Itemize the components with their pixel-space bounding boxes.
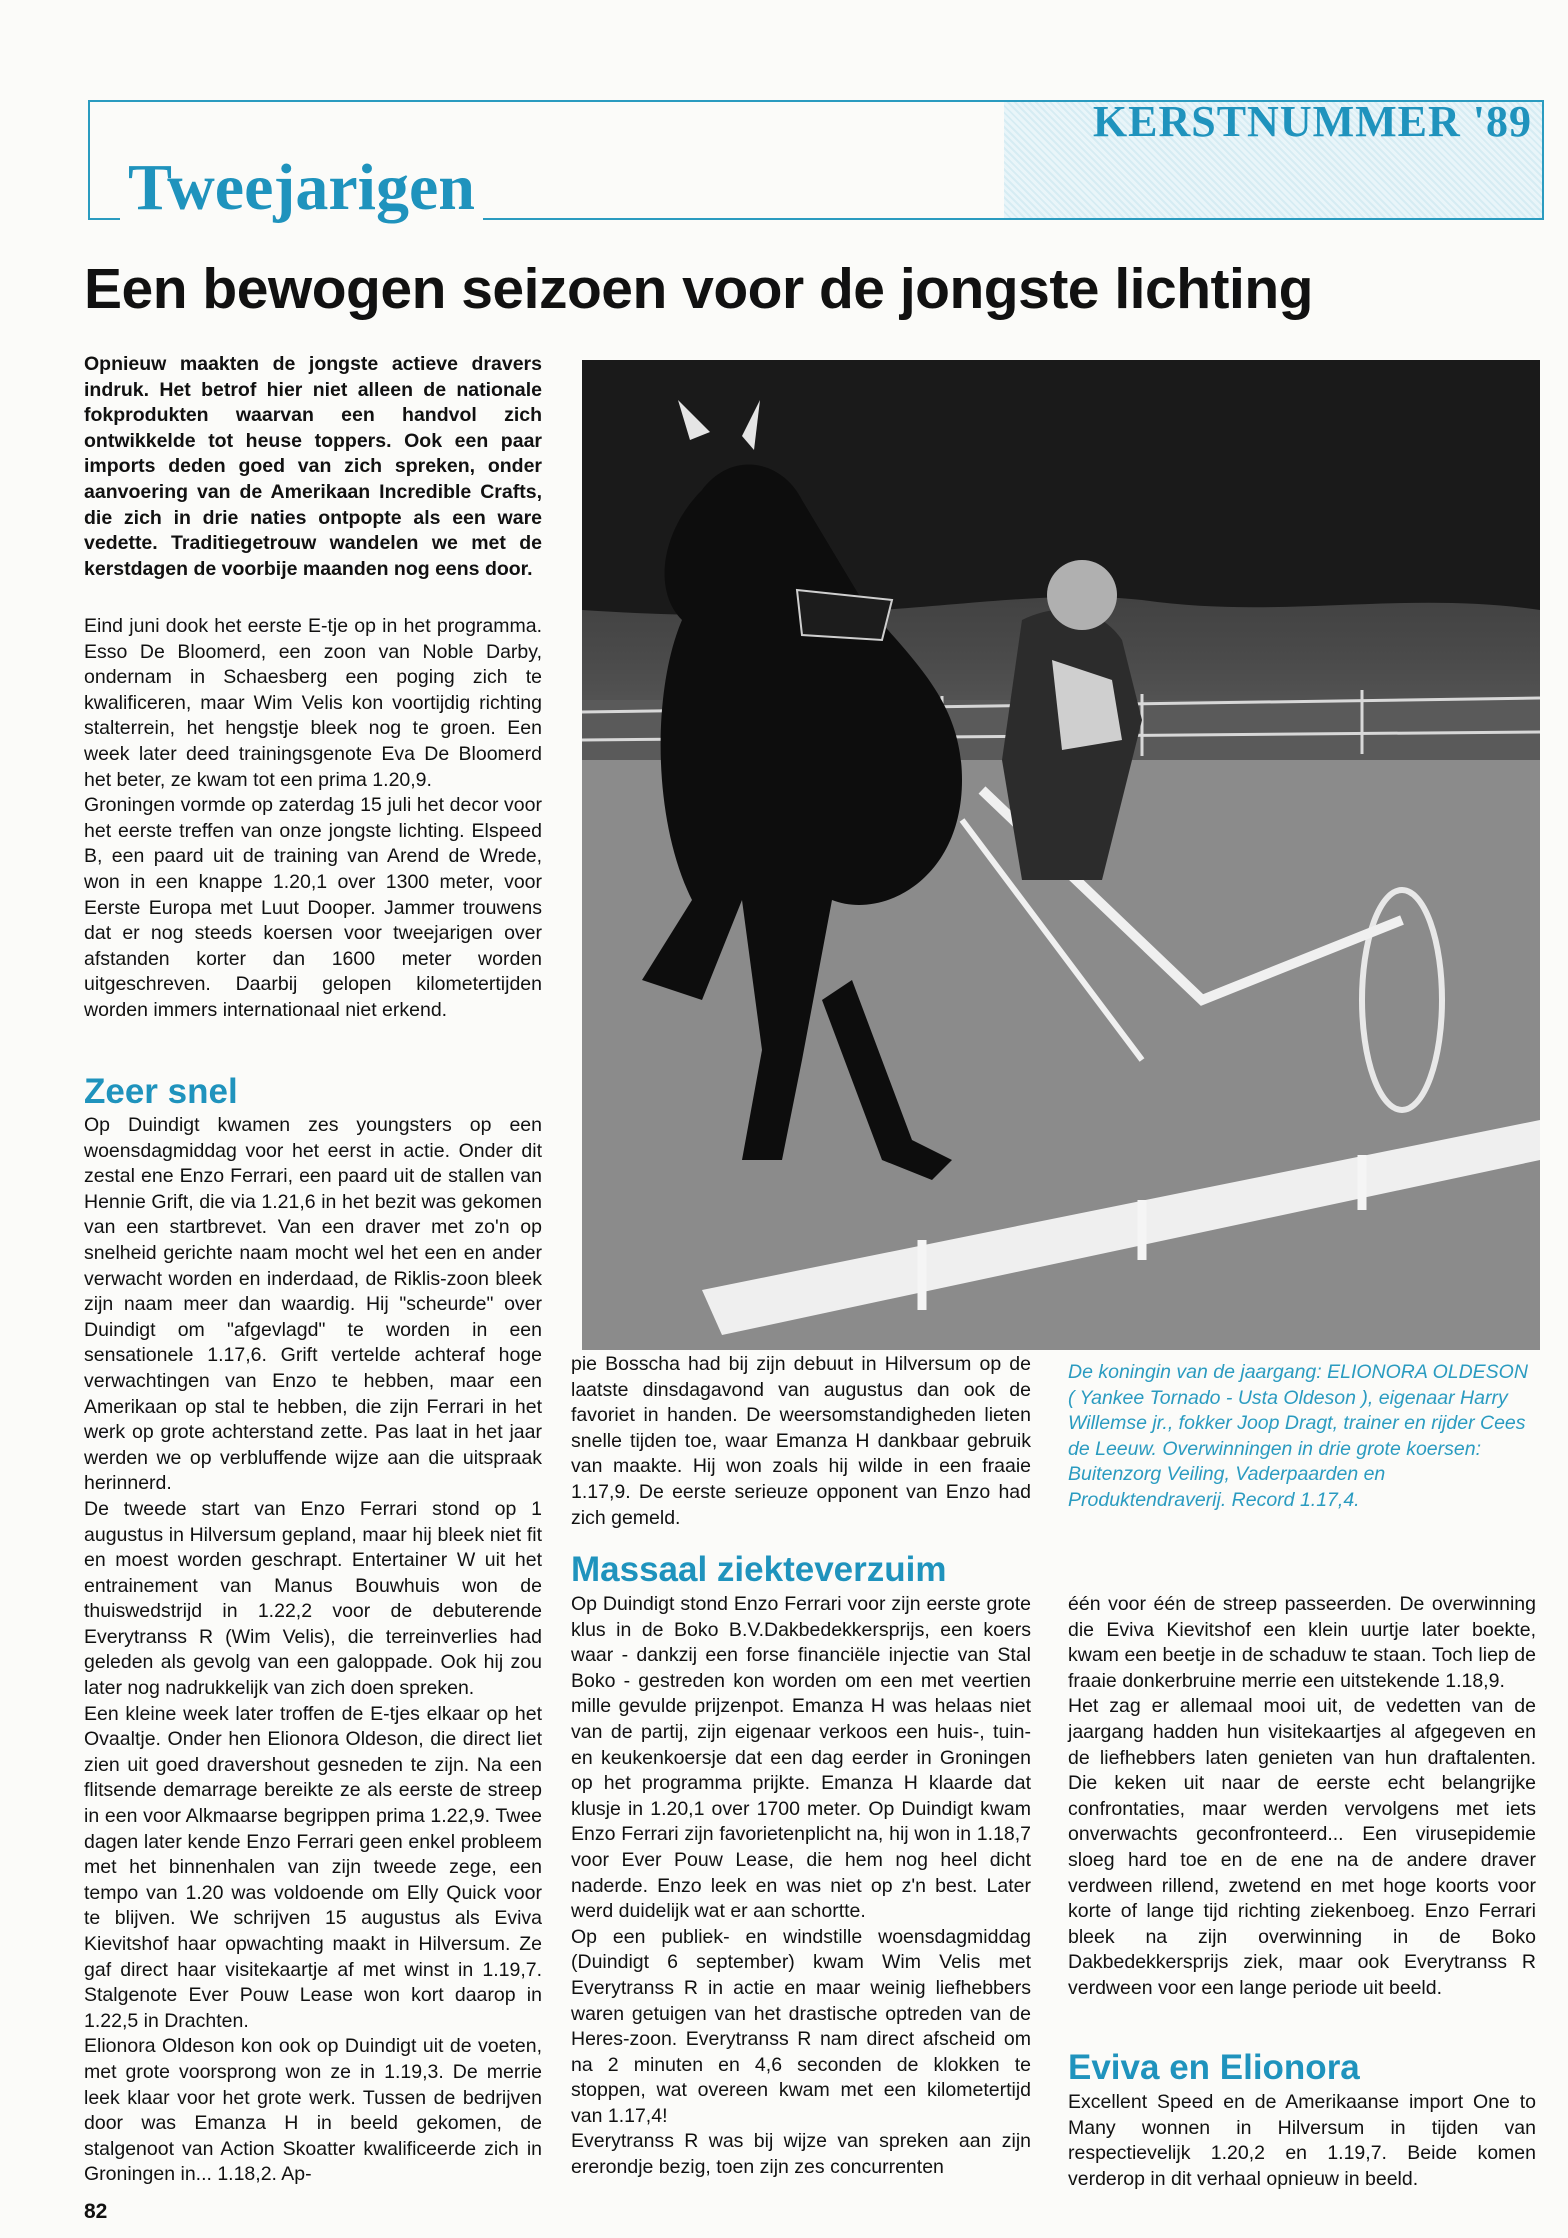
paragraph: Het zag er allemaal mooi uit, de vedetten van de jaargang hadden hun visitekaartjes al afgegeven en de liefhebbers laten genieten van hun draftalenten. Die keken uit naar de eerste echt belangrijke confrontaties, maar werden vervolgens met iets onverwachts geconfronteerd... Een virusepidemie sloeg hard toe en de ene na de andere draver verdween rillend, zwetend en met hoge koorts voor korte of lange tijd richting ziekenboeg. Enzo Ferrari bleek na zijn overwinning in de Boko Dakbedekkersprijs ziek, maar ook Everytranss R verdween voor een lange periode uit beeld. — [1068, 1695, 1536, 1999]
paragraph: Groningen vormde op zaterdag 15 juli het decor voor het eerste treffen van onze jongste lichting. Elspeed B, een paard uit de training van Arend de Wrede, won in een knappe 1.20,1 over 1300 meter, voor Eerste Europa met Luut Dooper. Jammer trouwens dat er nog steeds koersen voor tweejarigen over afstanden korter dan 1600 meter worden uitgeschreven. Daarbij gelopen kilometertijden worden immers internationaal niet erkend. — [84, 794, 542, 1021]
paragraph: pie Bosscha had bij zijn debuut in Hilversum op de laatste dinsdagavond van augustus dan ook de favoriet in handen. De weersomstandigheden lieten snelle tijden toe, waar Emanza H dankbaar gebruik van maakte. Hij won zoals hij wilde in een fraaie 1.17,9. De eerste serieuze opponent van Enzo had zich gemeld. — [571, 1353, 1031, 1529]
section-label: Tweejarigen — [120, 150, 483, 226]
subheading-massaal-ziekteverzuim: Massaal ziekteverzuim — [571, 1550, 947, 1589]
issue-label: KERSTNUMMER '89 — [1092, 97, 1532, 146]
trotter-photo — [582, 360, 1540, 1350]
paragraph: Elionora Oldeson kon ook op Duindigt uit de voeten, met grote voorsprong won ze in 1.19,3. De merrie leek klaar voor het grote werk. Tussen de bedrijven door was Emanza H in beeld gekomen, de stalgenoot van Action Skoatter kwalificeerde zich in Groningen in... 1.18,2. Ap- — [84, 2035, 542, 2186]
paragraph: De tweede start van Enzo Ferrari stond op 1 augustus in Hilversum gepland, maar hij bleek niet fit en moest worden geschrapt. Entertainer W uit het entrainement van Manus Bouwhuis won de thuiswedstrijd in 1.22,2 voor de debuterende Everytranss R (Wim Velis), die terreinverlies had geleden als gevolg van een galoppade. Ook hij zou later nog nadrukkelijk van zich doen spreken. — [84, 1497, 542, 1700]
header-left-rule — [88, 100, 90, 220]
headline: Een bewogen seizoen voor de jongste lichting — [84, 257, 1313, 321]
column-3-body — [1068, 1592, 1536, 2002]
column-2-top — [571, 1352, 1031, 1531]
page-number: 82 — [84, 2200, 108, 2223]
column-2-body — [571, 1592, 1031, 2181]
paragraph: Op Duindigt stond Enzo Ferrari voor zijn eerste grote klus in de Boko B.V.Dakbedekkersprijs, een koers waar - dankzij een forse financiële injectie van Stal Boko - gestreden kon worden om een met veertien mille gevulde prijzenpot. Emanza H was helaas niet van de partij, zijn eigenaar verkoos een huis-, tuin- en keukenkoersje dat een dag eerder in Groningen op het programma prijkte. Emanza H klaarde dat klusje in 1.20,1 over 1700 meter. Op Duindigt kwam Enzo Ferrari zijn favorietenplicht na, hij won in 1.18,7 voor Ever Pouw Lease, die hem nog heel dicht naderde. Enzo leek en was niet op z'n best. Later werd duidelijk wat er aan schortte. — [571, 1593, 1031, 1923]
paragraph: één voor één de streep passeerden. De overwinning die Eviva Kievitshof een klein uurtje later boekte, kwam een beetje in de schaduw te staan. Toch liep de fraaie donkerbruine merrie een uitstekende 1.18,9. — [1068, 1593, 1536, 1692]
column-3-body-2 — [1068, 2090, 1536, 2192]
paragraph: Op een publiek- en windstille woensdagmiddag (Duindigt 6 september) kwam Wim Velis met Everytranss R in actie en maar weinig liefhebbers waren getuigen van het drastische optreden van de Heres-zoon. Everytranss R nam direct afscheid om na 2 minuten en 4,6 seconden de klokken te stoppen, wat overeen kwam met een kilometertijd van 1.17,4! — [571, 1925, 1031, 2127]
paragraph: Everytranss R was bij wijze van spreken aan zijn ererondje bezig, toen zijn zes concurrenten — [571, 2130, 1031, 2179]
paragraph: Op Duindigt kwamen zes youngsters op een woensdagmiddag voor het eerst in actie. Onder dit zestal ene Enzo Ferrari, een paard uit de stallen van Hennie Grift, die via 1.21,6 in het bezit was gekomen van een startbrevet. Van een draver met zo'n op snelheid gerichte naam mocht wel het een en ander verwacht worden en inderdaad, de Riklis-zoon bleek zijn naam meer dan waardig. Hij "scheurde" over Duindigt om "afgevlagd" te worden in een sensationele 1.17,6. Grift vertelde achteraf hoge verwachtingen van Enzo te hebben, maar een Amerikaan op stal te hebben, die zijn Ferrari in het werk op grote achterstand zette. Pas laat in het jaar werden we op verbluffende wijze aan die uitspraak herinnerd. — [84, 1114, 542, 1495]
intro-text: Opnieuw maakten de jongste actieve dravers indruk. Het betrof hier niet alleen de nationale fokprodukten waarvan een handvol zich ontwikkelde tot heuse toppers. Ook een paar imports deden goed van zich spreken, onder aanvoering van de Amerikaan Incredible Crafts, die zich in drie naties ontpopte als een ware vedette. Traditiegetrouw wandelen we met de kerstdagen de voorbije maanden nog eens door. — [84, 353, 542, 580]
paragraph: Eind juni dook het eerste E-tje op in het programma. Esso De Bloomerd, een zoon van Noble Darby, ondernam in Schaesberg een poging zich te kwalificeren, maar Wim Velis kon voortijdig richting stalterrein, het hengstje bleek nog te groen. Een week later deed trainingsgenote Eva De Bloomerd het beter, ze kwam tot een prima 1.20,9. — [84, 615, 542, 791]
paragraph: Een kleine week later troffen de E-tjes elkaar op het Ovaaltje. Onder hen Elionora Oldeson, die direct liet zien uit goed dravershout gesneden te zijn. Na een flitsende demarrage bereikte ze als eerste de streep in een voor Alkmaarse begrippen prima 1.22,9. Twee dagen later kende Enzo Ferrari geen enkel probleem met het binnenhalen van zijn tweede zege, een tempo van 1.20 was voldoende om Elly Quick voor te blijven. We schrijven 15 augustus als Eviva Kievitshof haar opwachting maakt in Hilversum. Ze gaf direct haar visitekaartje af met winst in 1.19,7. Stalgenote Ever Pouw Lease won kort daarop in 1.22,5 in Drachten. — [84, 1702, 542, 2032]
intro-paragraph — [84, 352, 542, 582]
paragraph: Excellent Speed en de Amerikaanse import One to Many wonnen in Hilversum in tijden van respectievelijk 1.20,2 en 1.19,7. Beide komen verderop in dit verhaal opnieuw in beeld. — [1068, 2091, 1536, 2190]
photo-illustration — [582, 360, 1540, 1350]
column-1-body-2 — [84, 1113, 542, 2188]
subheading-eviva-en-elionora: Eviva en Elionora — [1068, 2048, 1360, 2087]
column-1-body — [84, 614, 542, 1024]
photo-caption: De koningin van de jaargang: ELIONORA OLDESON ( Yankee Tornado - Usta Oldeson ), eigenaar Harry Willemse jr., fokker Joop Dragt, trainer en rijder Cees de Leeuw. Overwinningen in drie grote koersen: Buitenzorg Veiling, Vaderpaarden en Produktendraverij. Record 1.17,4. — [1068, 1361, 1528, 1511]
subheading-zeer-snel: Zeer snel — [84, 1072, 238, 1111]
